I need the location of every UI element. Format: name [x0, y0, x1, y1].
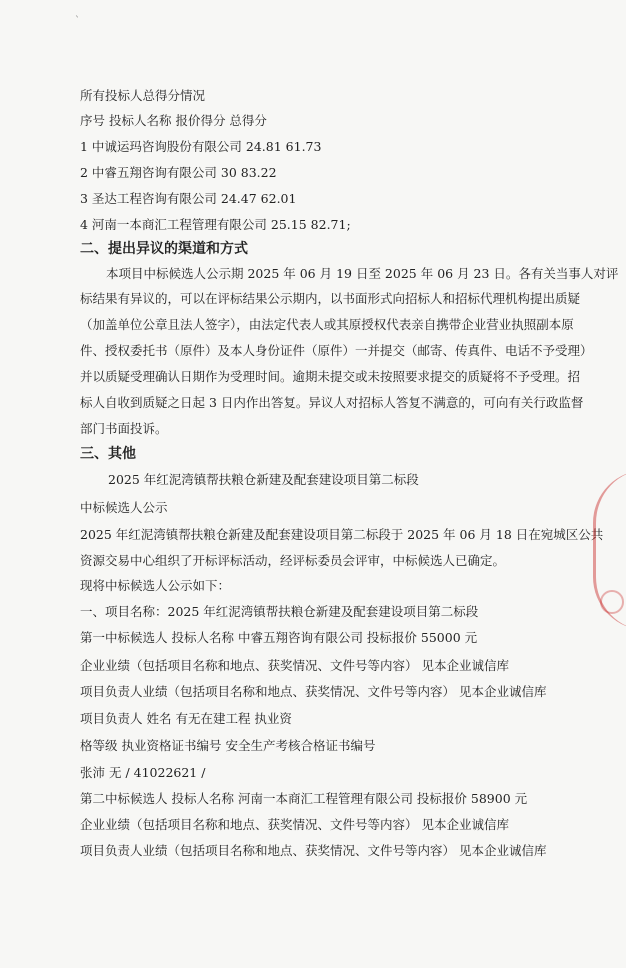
red-seal-mark: [600, 590, 624, 614]
paragraph-line: 标结果有异议的，可以在评标结果公示期内，以书面形式向招标人和招标代理机构提出质疑: [80, 291, 581, 306]
project-title: 2025 年红泥湾镇帮扶粮仓新建及配套建设项目第二标段: [108, 472, 419, 487]
candidate-2-manager-performance: 项目负责人业绩（包括项目名称和地点、获奖情况、文件号等内容） 见本企业诚信库: [80, 843, 547, 858]
table-row: 3 圣达工程咨询有限公司 24.47 62.01: [80, 191, 297, 206]
paragraph-line: 本项目中标候选人公示期 2025 年 06 月 19 日至 2025 年 06 月 23 日。各有关当事人对评: [106, 266, 619, 281]
table-row: 2 中睿五翔咨询有限公司 30 83.22: [80, 165, 277, 180]
project-name-item: 一、项目名称：2025 年红泥湾镇帮扶粮仓新建及配套建设项目第二标段: [80, 604, 479, 619]
paragraph-line: （加盖单位公章且法人签字），由法定代表人或其原授权代表亲自携带企业营业执照副本原: [80, 317, 574, 332]
table-row: 1 中诚运玛咨询股份有限公司 24.81 61.73: [80, 139, 322, 154]
candidate-1: 第一中标候选人 投标人名称 中睿五翔咨询有限公司 投标报价 55000 元: [80, 630, 478, 645]
section-heading: 三、其他: [80, 446, 136, 462]
paragraph-line: 标人自收到质疑之日起 3 日内作出答复。异议人对招标人答复不满意的，可向有关行政监督: [80, 395, 584, 410]
intro-line: 资源交易中心组织了开标评标活动，经评标委员会评审，中标候选人已确定。: [80, 553, 506, 568]
candidate-1-manager-performance: 项目负责人业绩（包括项目名称和地点、获奖情况、文件号等内容） 见本企业诚信库: [80, 684, 547, 699]
summary-title: 所有投标人总得分情况: [80, 88, 206, 103]
candidate-1-company-performance: 企业业绩（包括项目名称和地点、获奖情况、文件号等内容） 见本企业诚信库: [80, 658, 509, 673]
candidate-1-manager-values: 张沛 无 / 41022621 /: [80, 765, 206, 780]
candidate-1-cert-fields: 格等级 执业资格证书编号 安全生产考核合格证书编号: [80, 738, 376, 753]
paragraph-line: 部门书面投诉。: [80, 421, 168, 436]
paragraph-line: 件、授权委托书（原件）及本人身份证件（原件）一并提交（邮寄、传真件、电话不予受理）: [80, 343, 593, 358]
candidate-2: 第二中标候选人 投标人名称 河南一本商汇工程管理有限公司 投标报价 58900 元: [80, 791, 528, 806]
candidate-1-manager-fields: 项目负责人 姓名 有无在建工程 执业资: [80, 711, 292, 726]
scan-mark: `: [75, 16, 80, 27]
paragraph-line: 并以质疑受理确认日期作为受理时间。逾期未提交或未按照要求提交的质疑将不予受理。招: [80, 369, 581, 384]
table-header: 序号 投标人名称 报价得分 总得分: [80, 113, 267, 128]
section-heading: 二、提出异议的渠道和方式: [80, 241, 248, 257]
table-row: 4 河南一本商汇工程管理有限公司 25.15 82.71;: [80, 217, 351, 232]
intro-line: 现将中标候选人公示如下：: [80, 578, 231, 593]
intro-line: 2025 年红泥湾镇帮扶粮仓新建及配套建设项目第二标段于 2025 年 06 月 18 日在宛城区公共: [80, 527, 604, 542]
notice-title: 中标候选人公示: [80, 500, 168, 515]
candidate-2-company-performance: 企业业绩（包括项目名称和地点、获奖情况、文件号等内容） 见本企业诚信库: [80, 817, 509, 832]
